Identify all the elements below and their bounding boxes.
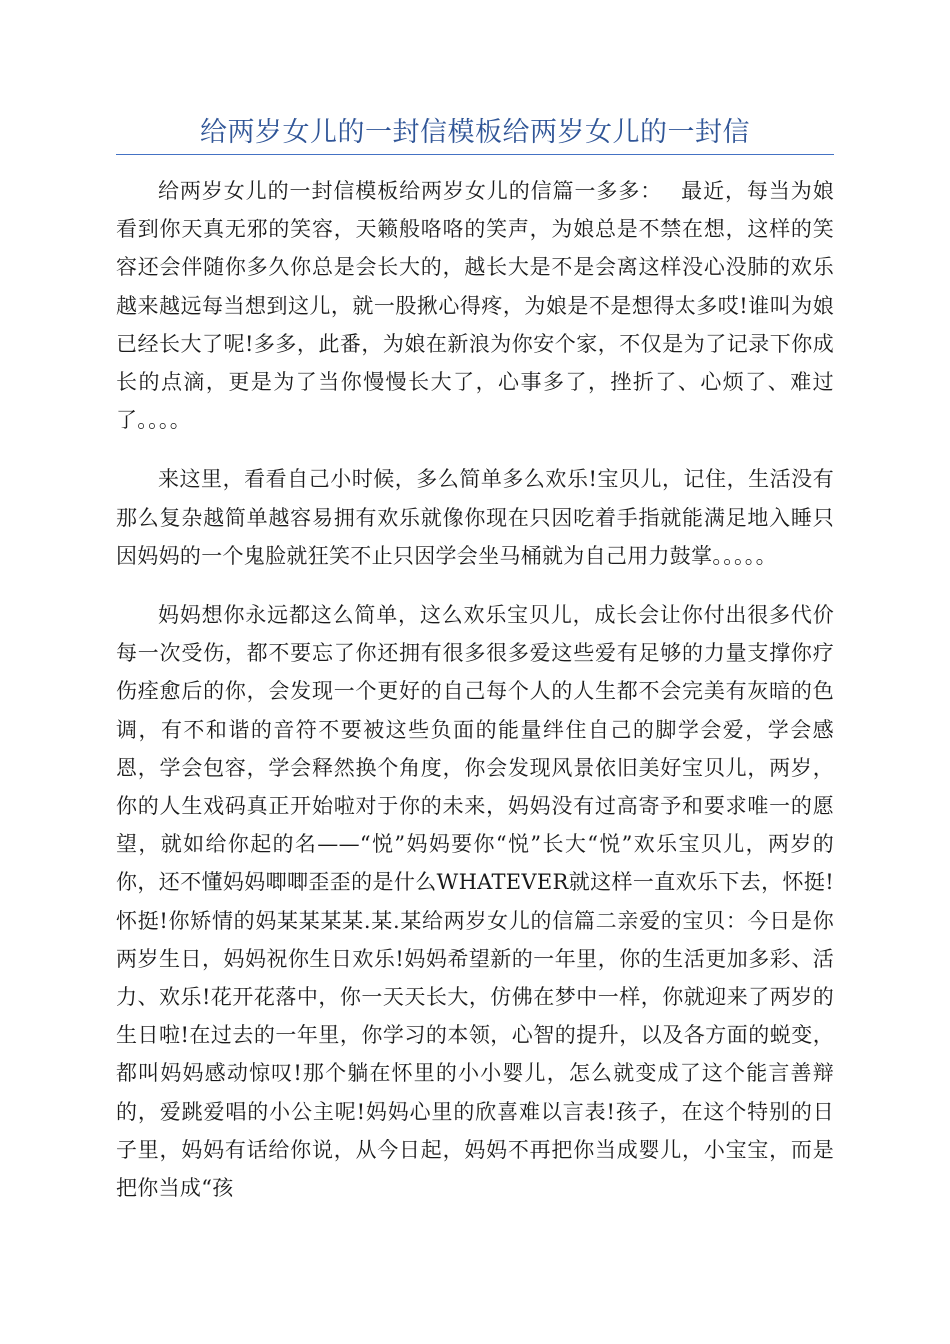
document-title: 给两岁女儿的一封信模板给两岁女儿的一封信	[200, 117, 750, 148]
paragraph-3: 妈妈想你永远都这么简单，这么欢乐宝贝儿，成长会让你付出很多代价每一次受伤，都不要忘了你还拥有很多很多爱这些爱有足够的力量支撑你疗伤痊愈后的你，会发现一个更好的自己每个人的人生都不会完美有灰暗的色调，有不和谐的音符不要被这些负面的能量绊住自己的脚学会爱，学会感恩，学会包容，学会释然换个角度，你会发现风景依旧美好宝贝儿，两岁，你的人生戏码真正开始啦对于你的未来，妈妈没有过高寄予和要求唯一的愿望，就如给你起的名——“悦”妈妈要你“悦”长大“悦”欢乐宝贝儿，两岁的你，还不懂妈妈唧唧歪歪的是什么WHATEVER就这样一直欢乐下去，怀挺!怀挺!你矫情的妈某某某某.某.某给两岁女儿的信篇二亲爱的宝贝：今日是你两岁生日，妈妈祝你生日欢乐!妈妈希望新的一年里，你的生活更加多彩、活力、欢乐!花开花落中，你一天天长大，仿佛在梦中一样，你就迎来了两岁的生日啦!在过去的一年里，你学习的本领，心智的提升，以及各方面的蜕变，都叫妈妈感动惊叹!那个躺在怀里的小小婴儿，怎么就变成了这个能言善辩的，爱跳爱唱的小公主呢!妈妈心里的欣喜难以言表!孩子，在这个特别的日子里，妈妈有话给你说，从今日起，妈妈不再把你当成婴儿，小宝宝，而是把你当成“孩	[116, 603, 834, 1201]
paragraph-2: 来这里，看看自己小时候，多么简单多么欢乐!宝贝儿，记住，生活没有那么复杂越简单越容易拥有欢乐就像你现在只因吃着手指就能满足地入睡只因妈妈的一个鬼脸就狂笑不止只因学会坐马桶就为自己用力鼓掌。。。。。	[116, 467, 834, 568]
title-underline	[116, 154, 834, 155]
document-body	[116, 172, 834, 1228]
paragraph-1: 给两岁女儿的一封信模板给两岁女儿的信篇一多多： 最近，每当为娘看到你天真无邪的笑容，天籁般咯咯的笑声，为娘总是不禁在想，这样的笑容还会伴随你多久你总是会长大的，越长大是不是会离这样没心没肺的欢乐越来越远每当想到这儿，就一股揪心得疼，为娘是不是想得太多哎!谁叫为娘已经长大了呢!多多，此番，为娘在新浪为你安个家，不仅是为了记录下你成长的点滴，更是为了当你慢慢长大了，心事多了，挫折了、心烦了、难过了。。。。	[116, 179, 834, 433]
